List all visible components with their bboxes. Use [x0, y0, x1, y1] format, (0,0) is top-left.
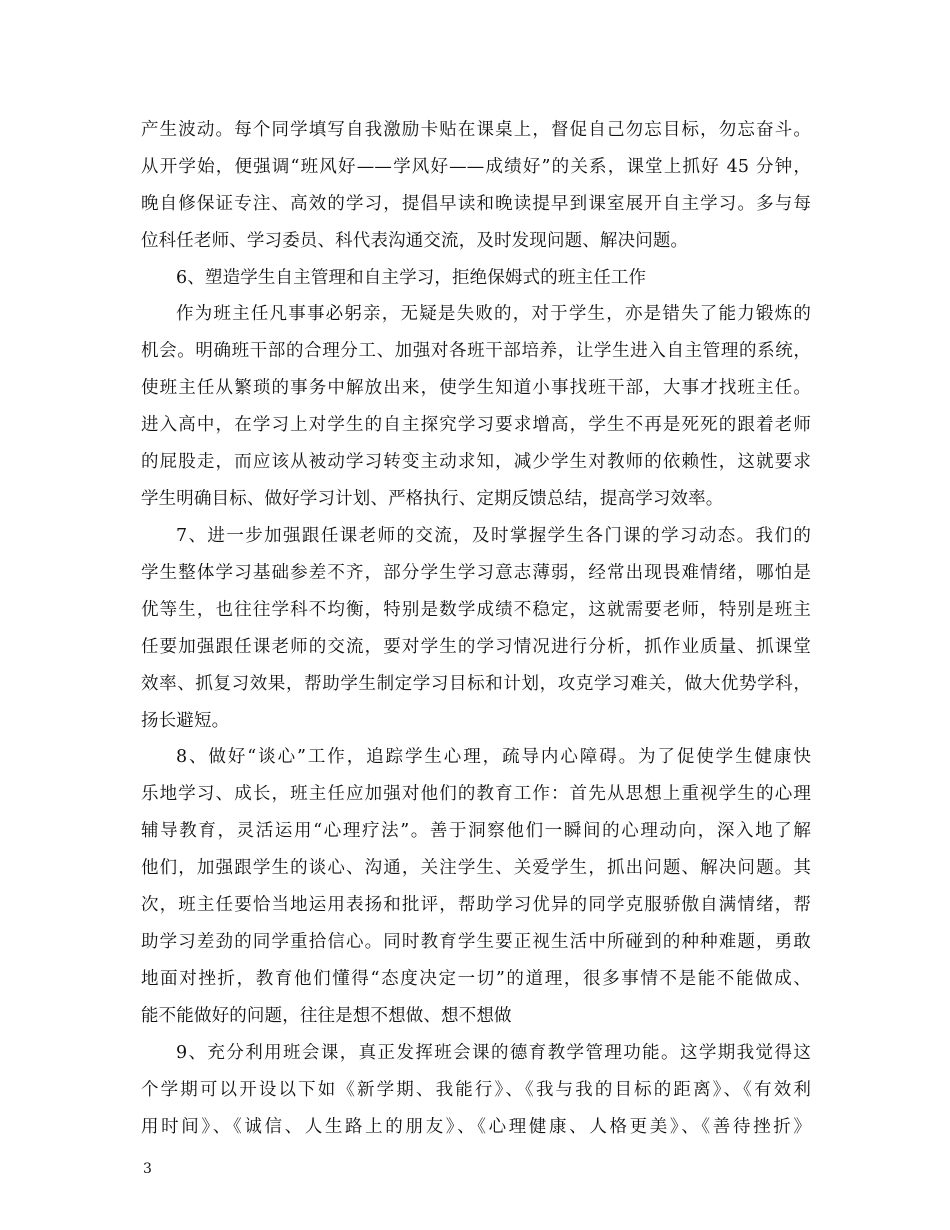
text-line: 学生明确目标、做好学习计划、严格执行、定期反馈总结，提高学习效率。 [141, 489, 724, 509]
text-line: 学生整体学习基础参差不齐，部分学生学习意志薄弱，经常出现畏难情绪，哪怕是 [141, 563, 811, 583]
text-line: 作为班主任凡事事必躬亲，无疑是失败的，对于学生，亦是错失了能力锻炼的 [176, 304, 811, 324]
text-line: 9、充分利用班会课，真正发挥班会课的德育教学管理功能。这学期我觉得这 [176, 1043, 811, 1063]
text-line: 使班主任从繁琐的事务中解放出来，使学生知道小事找班干部，大事才找班主任。 [141, 378, 811, 398]
text-line: 地面对挫折，教育他们懂得“态度决定一切”的道理，很多事情不是能不能做成、 [141, 969, 811, 989]
text-line: 助学习差劲的同学重拾信心。同时教育学生要正视生活中所碰到的种种难题，勇敢 [141, 932, 811, 952]
text-line: 用时间》、《诚信、人生路上的朋友》、《心理健康、人格更美》、《善待挫折》 [141, 1117, 811, 1137]
text-line: 能不能做好的问题，往往是想不想做、想不想做 [141, 1006, 512, 1026]
text-line: 7、进一步加强跟任课老师的交流，及时掌握学生各门课的学习动态。我们的 [176, 526, 811, 546]
text-line: 进入高中，在学习上对学生的自主探究学习要求增高，学生不再是死死的跟着老师 [141, 415, 811, 435]
text-line: 个学期可以开设以下如《新学期、我能行》、《我与我的目标的距离》、《有效利 [141, 1080, 811, 1100]
text-line: 6、塑造学生自主管理和自主学习，拒绝保姆式的班主任工作 [176, 268, 647, 288]
text-line: 机会。明确班干部的合理分工、加强对各班干部培养，让学生进入自主管理的系统， [141, 341, 811, 361]
text-line: 晚自修保证专注、高效的学习，提倡早读和晚读提早到课室展开自主学习。多与每 [141, 194, 811, 214]
text-line: 优等生，也往往学科不均衡，特别是数学成绩不稳定，这就需要老师，特别是班主 [141, 600, 811, 620]
text-line: 的屁股走，而应该从被动学习转变主动求知，减少学生对教师的依赖性，这就要求 [141, 452, 811, 472]
text-line: 他们，加强跟学生的谈心、沟通，关注学生、关爱学生，抓出问题、解决问题。其 [141, 858, 811, 878]
text-line: 任要加强跟任课老师的交流，要对学生的学习情况进行分析，抓作业质量、抓课堂 [141, 637, 811, 657]
text-line: 效率、抓复习效果，帮助学生制定学习目标和计划，攻克学习难关，做大优势学科， [141, 674, 811, 694]
text-line: 乐地学习、成长，班主任应加强对他们的教育工作：首先从思想上重视学生的心理 [141, 784, 811, 804]
page-number: 3 [143, 1161, 152, 1177]
text-line: 次，班主任要恰当地运用表扬和批评，帮助学习优异的同学克服骄傲自满情绪，帮 [141, 895, 811, 915]
text-line: 产生波动。每个同学填写自我激励卡贴在课桌上，督促自己勿忘目标，勿忘奋斗。 [141, 120, 811, 140]
text-line: 辅导教育，灵活运用“心理疗法”。善于洞察他们一瞬间的心理动向，深入地了解 [141, 821, 811, 841]
text-line: 扬长避短。 [141, 711, 230, 731]
text-line: 从开学始，便强调“班风好——学风好——成绩好”的关系，课堂上抓好 45 分钟， [141, 157, 811, 177]
text-line: 位科任老师、学习委员、科代表沟通交流，及时发现问题、解决问题。 [141, 231, 689, 251]
text-line: 8、做好“谈心”工作，追踪学生心理，疏导内心障碍。为了促使学生健康快 [176, 747, 811, 767]
